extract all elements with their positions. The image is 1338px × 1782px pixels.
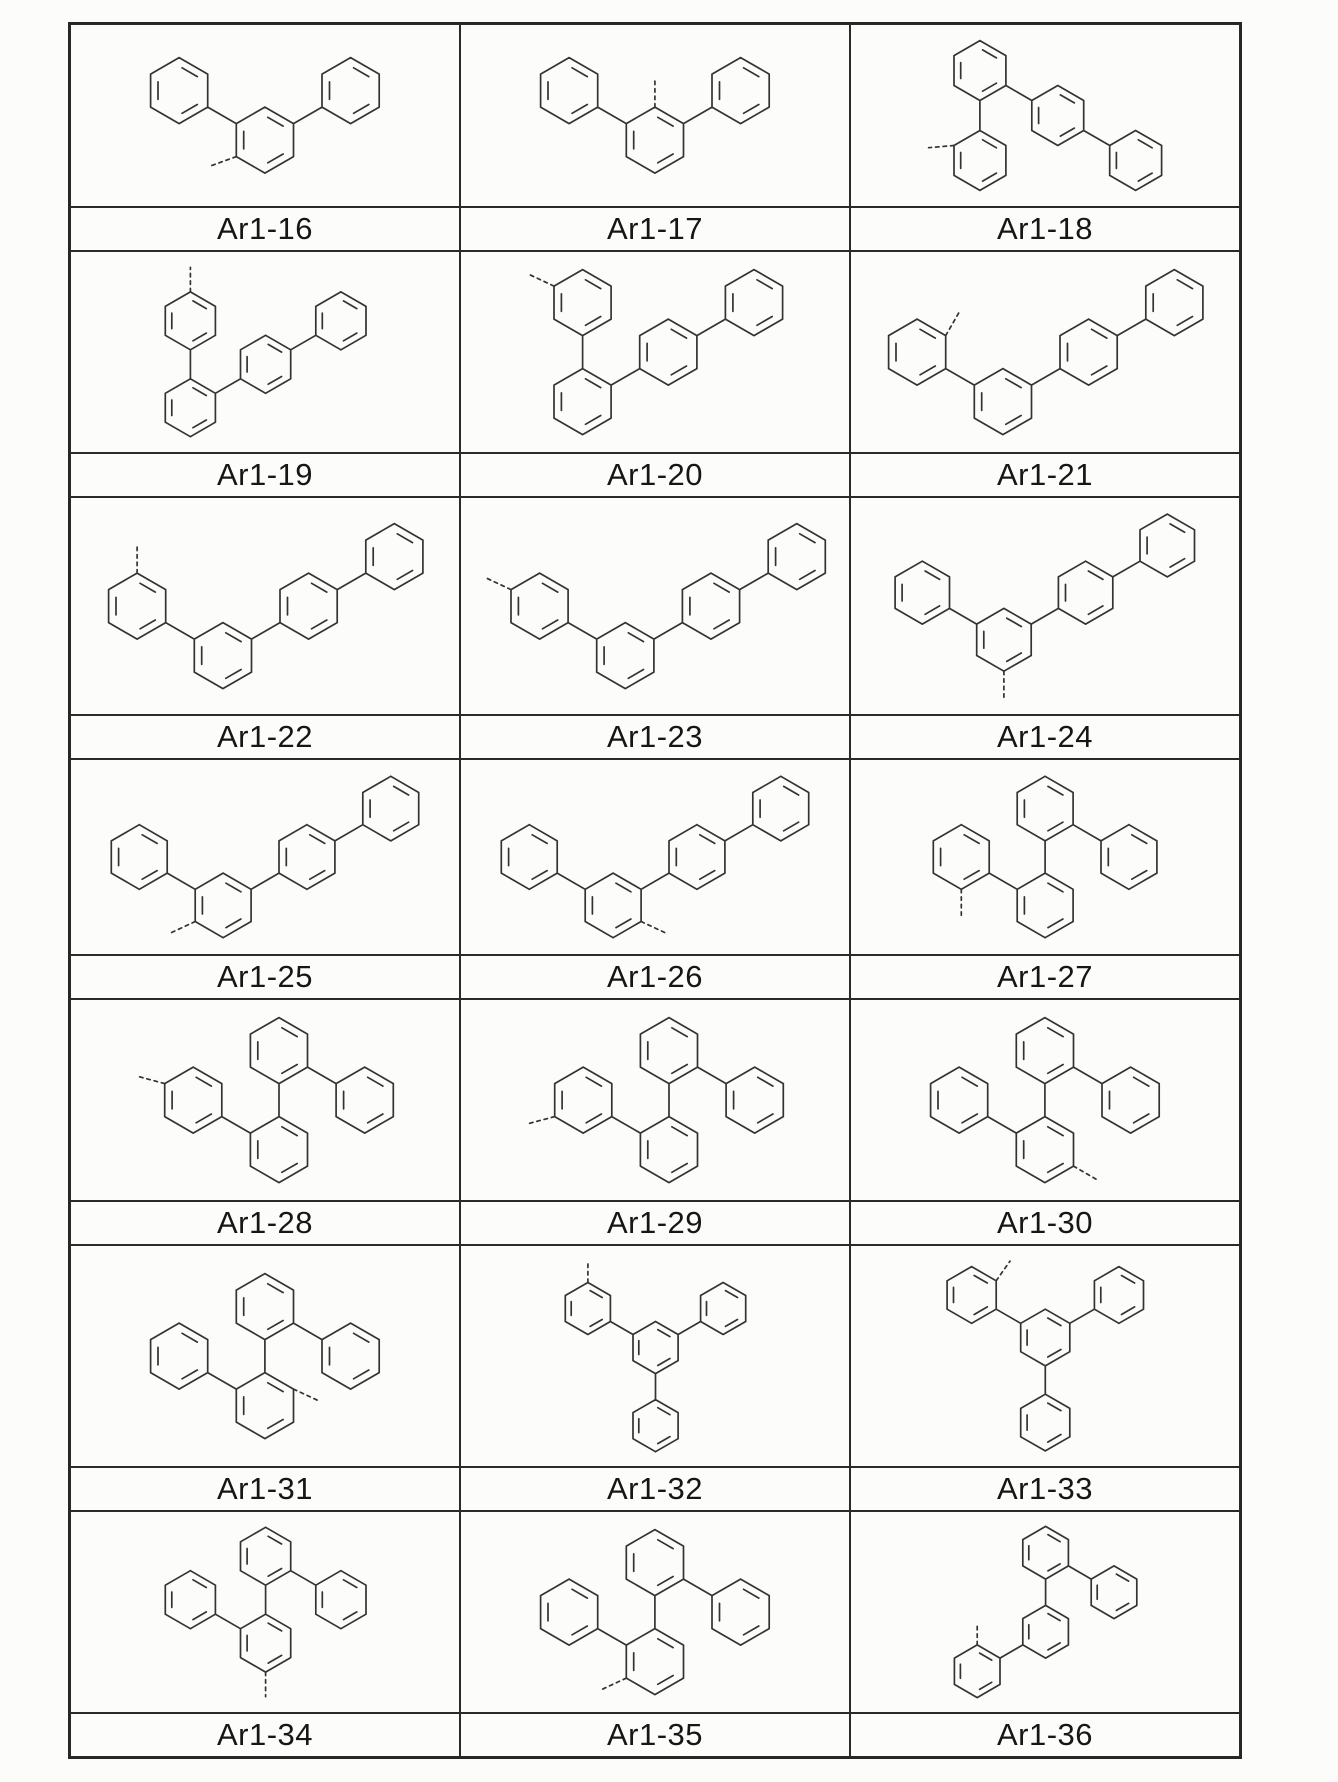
structure-label-cell <box>70 1713 460 1757</box>
bond-lines <box>554 270 783 435</box>
attachment-dashed-bond <box>601 1678 626 1690</box>
structure-cell-Ar1-20 <box>460 251 850 453</box>
bond-lines <box>947 1267 1143 1451</box>
structure-cell-Ar1-18 <box>850 24 1240 207</box>
attachment-dashed-bond <box>294 1389 319 1401</box>
chemical-structure-drawing <box>885 504 1205 708</box>
structure-label-cell <box>70 1467 460 1511</box>
structure-label-cell <box>850 453 1240 497</box>
structure-cell-Ar1-33 <box>850 1245 1240 1467</box>
bond-lines <box>164 1018 393 1183</box>
structure-label: Ar1-25 <box>216 958 314 994</box>
chemical-structure-drawing <box>517 1007 794 1193</box>
chemical-structure-drawing <box>127 1007 404 1193</box>
structure-cell-Ar1-30 <box>850 999 1240 1201</box>
structure-label: Ar1-35 <box>606 1716 704 1752</box>
structure-label-cell <box>70 955 460 999</box>
structure-label-cell <box>850 955 1240 999</box>
structure-cell-Ar1-34 <box>70 1511 460 1713</box>
structure-label-cell <box>460 1467 850 1511</box>
structure-label: Ar1-36 <box>996 1716 1094 1752</box>
structure-label: Ar1-34 <box>216 1716 314 1752</box>
structure-label: Ar1-17 <box>606 210 704 246</box>
structure-label-cell <box>850 207 1240 251</box>
structure-label: Ar1-30 <box>996 1204 1094 1240</box>
attachment-dashed-bond <box>210 157 236 167</box>
attachment-dashed-bond <box>641 922 666 934</box>
structure-label-cell <box>70 1201 460 1245</box>
structure-cell-Ar1-31 <box>70 1245 460 1467</box>
attachment-dashed-bond <box>996 1261 1010 1281</box>
structure-label-cell <box>850 1467 1240 1511</box>
bond-lines <box>501 776 808 937</box>
bond-lines <box>165 292 366 437</box>
bond-lines <box>541 1530 770 1695</box>
attachment-dashed-bond <box>528 274 553 286</box>
structure-cell-Ar1-22 <box>70 497 460 715</box>
structure-label-cell <box>70 453 460 497</box>
structure-cell-Ar1-25 <box>70 759 460 955</box>
chemical-structure-drawing <box>920 1007 1170 1193</box>
structure-label: Ar1-24 <box>996 718 1094 754</box>
bond-lines <box>554 1018 783 1183</box>
chemical-structure-drawing <box>946 1518 1145 1706</box>
bond-lines <box>933 776 1157 937</box>
attachment-dashed-bond <box>170 922 195 934</box>
chemical-structure-drawing <box>923 766 1167 948</box>
chemical-structure-drawing <box>530 47 780 184</box>
structure-cell-Ar1-21 <box>850 251 1240 453</box>
structure-label-cell <box>460 955 850 999</box>
bond-lines <box>931 1018 1160 1183</box>
structure-cell-Ar1-32 <box>460 1245 850 1467</box>
structure-cell-Ar1-26 <box>460 759 850 955</box>
structure-label-cell <box>850 715 1240 759</box>
chemical-structure-drawing <box>98 513 433 699</box>
structure-label-cell <box>460 715 850 759</box>
structure-cell-Ar1-27 <box>850 759 1240 955</box>
structure-table <box>68 22 1242 1759</box>
bond-lines <box>954 41 1162 191</box>
structure-cell-Ar1-28 <box>70 999 460 1201</box>
structure-label: Ar1-23 <box>606 718 704 754</box>
structure-label: Ar1-21 <box>996 456 1094 492</box>
structure-cell-Ar1-36 <box>850 1511 1240 1713</box>
structure-cell-Ar1-19 <box>70 251 460 453</box>
structure-label: Ar1-29 <box>606 1204 704 1240</box>
bond-lines <box>541 58 770 174</box>
structure-label-cell <box>460 207 850 251</box>
structure-label-cell <box>850 1713 1240 1757</box>
structure-cell-Ar1-16 <box>70 24 460 207</box>
structure-label-cell <box>460 453 850 497</box>
attachment-dashed-bond <box>527 1117 554 1124</box>
bond-lines <box>954 1526 1136 1697</box>
structure-label: Ar1-22 <box>216 718 314 754</box>
structure-cell-Ar1-29 <box>460 999 850 1201</box>
chemical-structure-drawing <box>557 1252 754 1460</box>
bond-lines <box>888 270 1202 435</box>
chemical-structure-drawing <box>156 258 375 446</box>
attachment-dashed-bond <box>1074 1166 1098 1180</box>
structure-label: Ar1-20 <box>606 456 704 492</box>
bond-lines <box>111 776 418 937</box>
chemical-structure-drawing <box>919 31 1171 200</box>
chemical-structure-drawing <box>878 259 1213 445</box>
bond-lines <box>895 514 1194 671</box>
bond-lines <box>565 1283 745 1452</box>
structure-label: Ar1-18 <box>996 210 1094 246</box>
structure-label: Ar1-19 <box>216 456 314 492</box>
attachment-dashed-bond <box>137 1076 164 1083</box>
structure-label: Ar1-28 <box>216 1204 314 1240</box>
structure-cell-Ar1-24 <box>850 497 1240 715</box>
bond-lines <box>151 58 380 174</box>
structure-cell-Ar1-35 <box>460 1511 850 1713</box>
chemical-structure-drawing <box>938 1252 1153 1460</box>
chemical-structure-drawing <box>518 259 793 445</box>
structure-label: Ar1-32 <box>606 1470 704 1506</box>
structure-label-cell <box>70 207 460 251</box>
structure-label: Ar1-33 <box>996 1470 1094 1506</box>
bond-lines <box>511 524 825 689</box>
attachment-dashed-bond <box>945 311 959 335</box>
structure-label: Ar1-31 <box>216 1470 314 1506</box>
structure-label-cell <box>850 1201 1240 1245</box>
attachment-dashed-bond <box>929 146 954 148</box>
bond-lines <box>151 1274 380 1439</box>
structure-label-cell <box>460 1713 850 1757</box>
chemical-structure-drawing <box>140 1263 390 1449</box>
chemical-structure-drawing <box>140 47 390 184</box>
chemical-structure-drawing <box>491 766 819 948</box>
structure-label: Ar1-16 <box>216 210 314 246</box>
chemical-structure-drawing <box>101 766 429 948</box>
structure-cell-Ar1-17 <box>460 24 850 207</box>
structure-label-cell <box>70 715 460 759</box>
bond-lines <box>108 524 422 689</box>
structure-cell-Ar1-23 <box>460 497 850 715</box>
structure-label: Ar1-27 <box>996 958 1094 994</box>
chemical-structure-drawing <box>156 1518 375 1706</box>
attachment-dashed-bond <box>485 578 510 590</box>
structure-label-cell <box>460 1201 850 1245</box>
structure-label: Ar1-26 <box>606 958 704 994</box>
chemical-structure-drawing <box>475 513 836 699</box>
chemical-structure-drawing <box>530 1519 780 1705</box>
bond-lines <box>165 1527 366 1672</box>
